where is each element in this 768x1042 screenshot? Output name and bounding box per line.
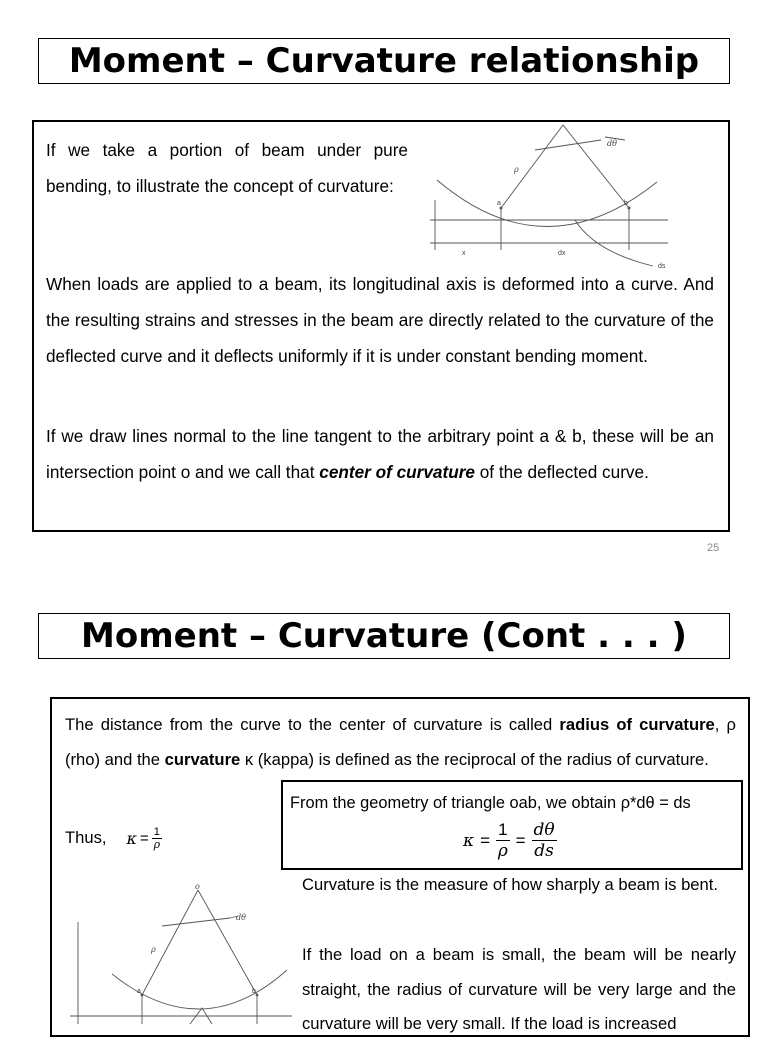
kappa-symbol: κ — [126, 828, 138, 848]
thus-formula — [65, 820, 162, 856]
diagram1-dx-label: dx — [558, 250, 566, 257]
center-of-curvature-term: center of curvature — [319, 462, 475, 482]
eq-fraction-2 — [532, 820, 557, 861]
equals-sign: = — [140, 829, 149, 847]
thus-label: Thus, — [65, 828, 107, 847]
radius-line-a-2 — [142, 890, 198, 995]
fraction-one-over-rho — [152, 826, 162, 851]
diagram1-dtheta-label: dθ — [607, 139, 617, 148]
p1-text-b: , ρ (rho) and the — [65, 715, 736, 769]
diagram1-a-label: a — [497, 200, 501, 207]
para2-text-start: If we draw lines normal to the line tangent to the arbitrary point a & b, these will be an intersection point o and we call that — [46, 426, 714, 482]
radius-line-a — [501, 125, 563, 208]
diagram2-b-label: b — [252, 988, 256, 995]
eq-one: 1 — [498, 820, 508, 839]
curvature-term: curvature — [164, 750, 241, 769]
numerator-one: 1 — [153, 825, 160, 838]
eq-rho: ρ — [497, 841, 508, 861]
slide1-para1: When loads are applied to a beam, its longitudinal axis is deformed into a curve. And the resulting strains and stresses in the beam are directly related to the curvature of the deflected curve and it deflects uniformly if it is under constant bending moment. — [46, 274, 714, 366]
diagram1-rho-label: ρ — [514, 165, 519, 174]
eq-equals-2: = — [515, 830, 526, 850]
radius-line-b — [563, 125, 629, 208]
slide2-para2: Curvature is the measure of how sharply a beam is bent. — [302, 875, 718, 894]
radius-line-b-2 — [198, 890, 257, 995]
slide1-title-text: Moment – Curvature relationship — [68, 41, 700, 81]
diagram1-b-label: b — [624, 200, 628, 207]
denominator-rho: ρ — [153, 837, 161, 851]
curvature-equation — [463, 820, 557, 861]
eq-dtheta: dθ — [533, 820, 555, 840]
para2-text-end: of the deflected curve. — [474, 462, 649, 482]
slide1-title — [38, 38, 730, 84]
slide1-curvature-diagram — [425, 122, 675, 270]
slide2-curvature-diagram — [62, 878, 292, 1024]
slide1-intro: If we take a portion of beam under pure bending, to illustrate the concept of curvature: — [46, 140, 408, 196]
diagram2-o-label: o — [195, 882, 200, 891]
p1-text-a: The distance from the curve to the center of curvature is called — [65, 715, 560, 734]
slide1-para2 — [46, 418, 714, 490]
slide2-para1 — [65, 707, 736, 777]
eq-fraction-1 — [496, 820, 509, 861]
geometry-text: From the geometry of triangle oab, we obtain ρ*dθ = ds — [290, 794, 691, 812]
eq-kappa: κ — [463, 830, 475, 851]
diagram2-dtheta-label: dθ — [236, 913, 246, 922]
p1-text-c: κ (kappa) is defined as the reciprocal of the radius of curvature. — [240, 750, 709, 769]
slide2-para3: If the load on a beam is small, the beam will be nearly straight, the radius of curvature will be very large and the curvature will be very small. If the load is increased — [302, 945, 736, 1033]
diagram1-x-label: x — [462, 250, 466, 257]
diagram2-a-label: a — [137, 988, 141, 995]
eq-ds: ds — [534, 841, 554, 861]
slide-number: 25 — [707, 542, 720, 554]
slide2-title — [38, 613, 730, 659]
eq-equals-1: = — [480, 830, 491, 850]
radius-of-curvature-term: radius of curvature — [559, 715, 715, 734]
diagram2-rho-label: ρ — [151, 945, 156, 954]
geometry-box — [281, 780, 743, 870]
diagram1-ds-label: ds — [658, 263, 666, 270]
slide2-title-text: Moment – Curvature (Cont . . . ) — [81, 616, 687, 656]
